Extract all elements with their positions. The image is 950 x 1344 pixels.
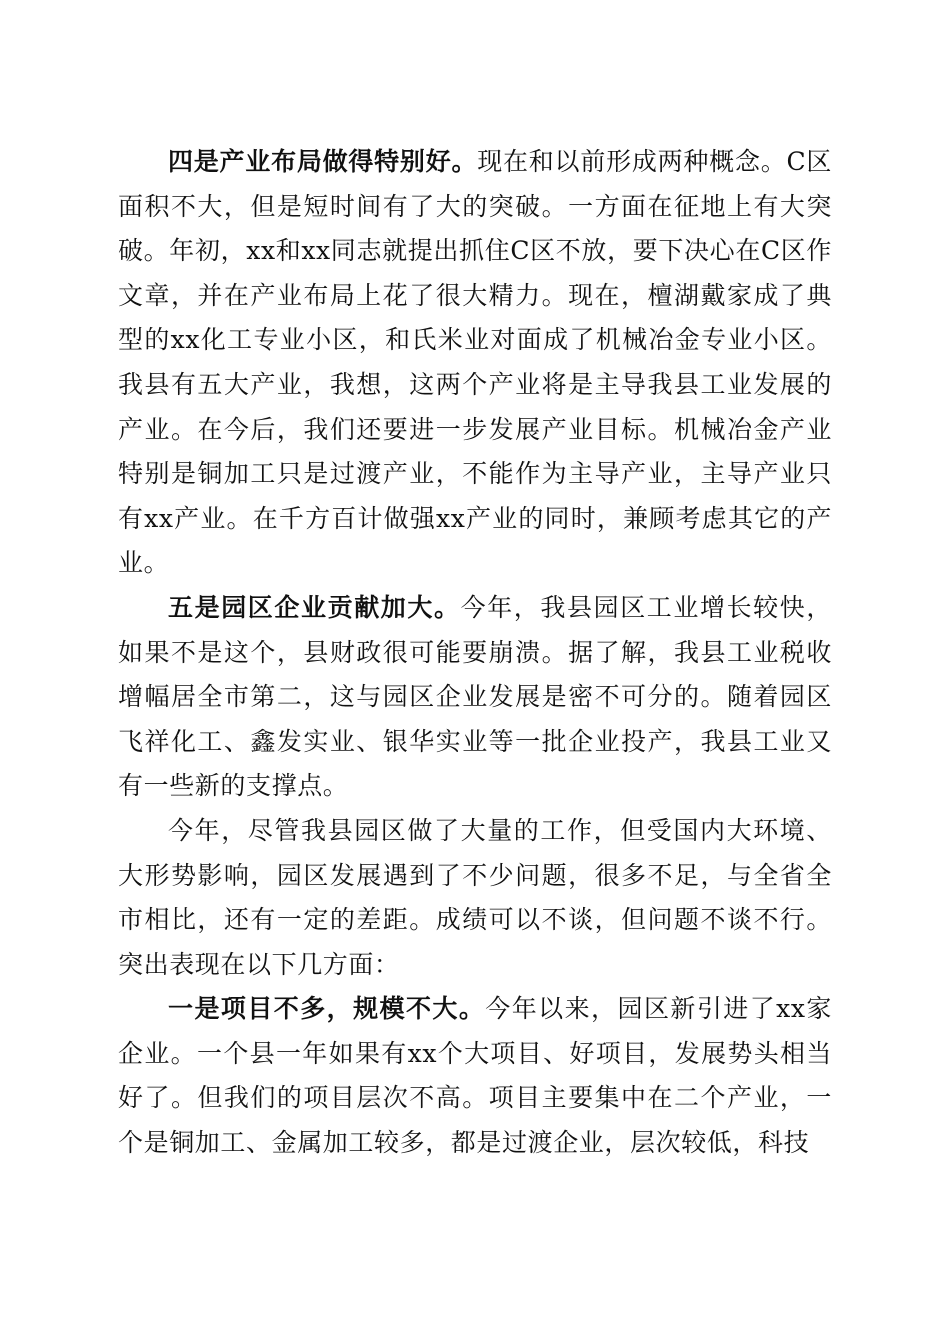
paragraph-body: 今年以来，园区新引进了xx家企业。一个县一年如果有xx个大项目、好项目，发展势头相当好了。但我们的项目层次不高。项目主要集中在二个产业，一个是铜加工、金属加工较多，都是过渡企业，层次较低，科技 xyxy=(118,994,832,1158)
paragraph-few-projects xyxy=(118,987,832,1165)
paragraph-lead: 四是产业布局做得特别好。 xyxy=(168,147,478,176)
paragraph-lead: 一是项目不多，规模不大。 xyxy=(168,994,486,1024)
paragraph-body: 今年，尽管我县园区做了大量的工作，但受国内大环境、大形势影响，园区发展遇到了不少问题，很多不足，与全省全市相比，还有一定的差距。成绩可以不谈，但问题不谈不行。突出表现在以下几方面： xyxy=(118,815,832,979)
paragraph-body: 今年，我县园区工业增长较快，如果不是这个，县财政很可能要崩溃。据了解，我县工业税收增幅居全市第二，这与园区企业发展是密不可分的。随着园区飞祥化工、鑫发实业、银华实业等一批企业投产，我县工业又有一些新的支撑点。 xyxy=(118,592,832,801)
paragraph-park-contribution xyxy=(118,586,832,809)
paragraph-industry-layout xyxy=(118,140,832,586)
paragraph-problems-intro xyxy=(118,809,832,987)
paragraph-body: 现在和以前形成两种概念。C区面积不大，但是短时间有了大的突破。一方面在征地上有大突破。年初，xx和xx同志就提出抓住C区不放，要下决心在C区作文章，并在产业布局上花了很大精力。现在，檀湖戴家成了典型的xx化工专业小区，和氏米业对面成了机械冶金专业小区。我县有五大产业，我想，这两个产业将是主导我县工业发展的产业。在今后，我们还要进一步发展产业目标。机械冶金产业特别是铜加工只是过渡产业，不能作为主导产业，主导产业只有xx产业。在千方百计做强xx产业的同时，兼顾考虑其它的产业。 xyxy=(118,147,832,578)
document-page xyxy=(118,140,832,1166)
paragraph-lead: 五是园区企业贡献加大。 xyxy=(168,592,461,622)
